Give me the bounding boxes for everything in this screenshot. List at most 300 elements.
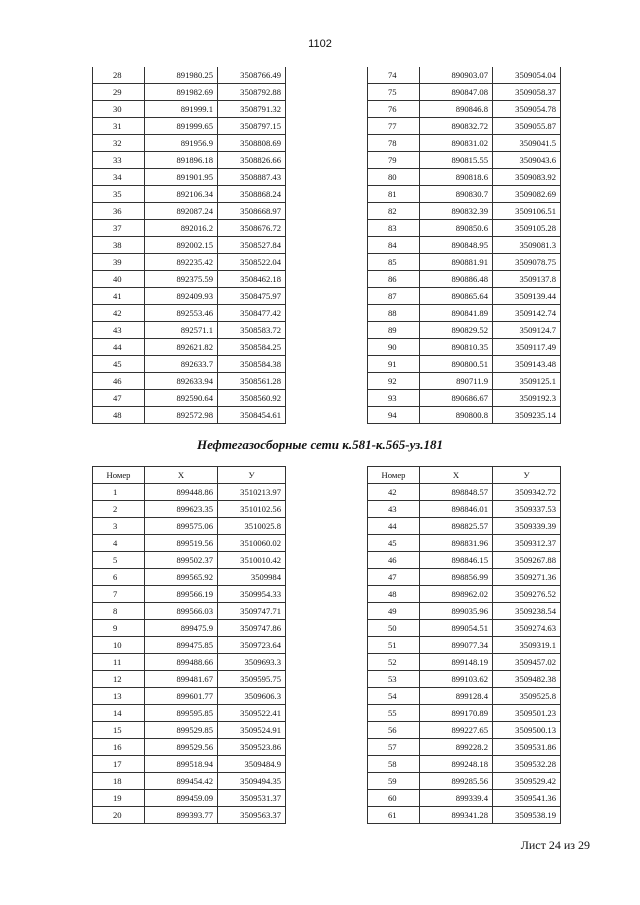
point-number: 19 — [93, 790, 145, 807]
point-number: 74 — [368, 67, 420, 84]
table-row — [368, 739, 561, 756]
y-coordinate: 3509484.9 — [218, 756, 286, 773]
y-coordinate: 3509522.41 — [218, 705, 286, 722]
y-coordinate: 3509337.53 — [493, 501, 561, 518]
y-coordinate: 3509192.3 — [493, 390, 561, 407]
point-number: 60 — [368, 790, 420, 807]
table-row — [368, 186, 561, 203]
x-coordinate: 899565.92 — [145, 569, 218, 586]
table-row — [368, 569, 561, 586]
x-coordinate: 890846.8 — [420, 101, 493, 118]
point-number: 94 — [368, 407, 420, 424]
y-coordinate: 3509117.49 — [493, 339, 561, 356]
x-coordinate: 899575.06 — [145, 518, 218, 535]
y-coordinate: 3509319.1 — [493, 637, 561, 654]
table-row — [93, 671, 286, 688]
table-row — [93, 552, 286, 569]
point-number: 75 — [368, 84, 420, 101]
header-number: Номер — [93, 467, 145, 484]
point-number: 84 — [368, 237, 420, 254]
y-coordinate: 3509083.92 — [493, 169, 561, 186]
point-number: 37 — [93, 220, 145, 237]
y-coordinate: 3509538.19 — [493, 807, 561, 824]
coordinates-table-1-right — [367, 67, 561, 424]
y-coordinate: 3509532.28 — [493, 756, 561, 773]
x-coordinate: 890850.6 — [420, 220, 493, 237]
y-coordinate: 3509747.71 — [218, 603, 286, 620]
table-row — [368, 603, 561, 620]
x-coordinate: 899077.34 — [420, 637, 493, 654]
y-coordinate: 3509529.42 — [493, 773, 561, 790]
y-coordinate: 3508527.84 — [218, 237, 286, 254]
y-coordinate: 3509541.36 — [493, 790, 561, 807]
y-coordinate: 3509081.3 — [493, 237, 561, 254]
point-number: 54 — [368, 688, 420, 705]
x-coordinate: 899475.9 — [145, 620, 218, 637]
table-row — [93, 322, 286, 339]
y-coordinate: 3510102.56 — [218, 501, 286, 518]
y-coordinate: 3508522.04 — [218, 254, 286, 271]
table-row — [368, 705, 561, 722]
y-coordinate: 3509143.48 — [493, 356, 561, 373]
y-coordinate: 3509058.37 — [493, 84, 561, 101]
coordinates-table-2-left — [92, 466, 286, 824]
coordinates-table-2-right — [367, 466, 561, 824]
x-coordinate: 898825.57 — [420, 518, 493, 535]
table-row — [368, 322, 561, 339]
x-coordinate: 890711.9 — [420, 373, 493, 390]
table-row — [93, 790, 286, 807]
x-coordinate: 899518.94 — [145, 756, 218, 773]
table-row — [368, 135, 561, 152]
y-coordinate: 3508668.97 — [218, 203, 286, 220]
table-row — [368, 220, 561, 237]
x-coordinate: 899128.4 — [420, 688, 493, 705]
x-coordinate: 899502.37 — [145, 552, 218, 569]
x-coordinate: 890847.08 — [420, 84, 493, 101]
y-coordinate: 3509235.14 — [493, 407, 561, 424]
table-row — [368, 67, 561, 84]
coordinates-table-1-left — [92, 67, 286, 424]
table-row — [93, 807, 286, 824]
point-number: 56 — [368, 722, 420, 739]
x-coordinate: 899475.85 — [145, 637, 218, 654]
table-row — [93, 186, 286, 203]
table-row — [368, 773, 561, 790]
point-number: 43 — [368, 501, 420, 518]
y-coordinate: 3509142.74 — [493, 305, 561, 322]
y-coordinate: 3508766.49 — [218, 67, 286, 84]
y-coordinate: 3509055.87 — [493, 118, 561, 135]
y-coordinate: 3509054.78 — [493, 101, 561, 118]
x-coordinate: 899519.56 — [145, 535, 218, 552]
x-coordinate: 891901.95 — [145, 169, 218, 186]
y-coordinate: 3509523.86 — [218, 739, 286, 756]
point-number: 44 — [368, 518, 420, 535]
y-coordinate: 3509312.37 — [493, 535, 561, 552]
y-coordinate: 3509041.5 — [493, 135, 561, 152]
table-row — [93, 654, 286, 671]
x-coordinate: 890886.48 — [420, 271, 493, 288]
y-coordinate: 3509139.44 — [493, 288, 561, 305]
y-coordinate: 3508676.72 — [218, 220, 286, 237]
x-coordinate: 890881.91 — [420, 254, 493, 271]
table-row — [93, 237, 286, 254]
x-coordinate: 899341.28 — [420, 807, 493, 824]
table-row — [368, 203, 561, 220]
x-coordinate: 890865.64 — [420, 288, 493, 305]
table-row — [368, 373, 561, 390]
table-row — [93, 169, 286, 186]
point-number: 49 — [368, 603, 420, 620]
table-header-row — [93, 467, 286, 484]
point-number: 47 — [368, 569, 420, 586]
x-coordinate: 898831.96 — [420, 535, 493, 552]
table-row — [93, 620, 286, 637]
point-number: 83 — [368, 220, 420, 237]
point-number: 91 — [368, 356, 420, 373]
point-number: 90 — [368, 339, 420, 356]
table-row — [93, 254, 286, 271]
y-coordinate: 3508584.38 — [218, 356, 286, 373]
table-row — [368, 654, 561, 671]
x-coordinate: 890829.52 — [420, 322, 493, 339]
table-row — [93, 773, 286, 790]
point-number: 14 — [93, 705, 145, 722]
y-coordinate: 3508887.43 — [218, 169, 286, 186]
table-row — [368, 169, 561, 186]
point-number: 41 — [93, 288, 145, 305]
point-number: 32 — [93, 135, 145, 152]
table-row — [93, 407, 286, 424]
point-number: 48 — [93, 407, 145, 424]
x-coordinate: 899566.19 — [145, 586, 218, 603]
sheet-number: Лист 24 из 29 — [520, 838, 590, 852]
x-coordinate: 892375.59 — [145, 271, 218, 288]
x-coordinate: 892235.42 — [145, 254, 218, 271]
table-row — [93, 152, 286, 169]
y-coordinate: 3508462.18 — [218, 271, 286, 288]
x-coordinate: 891956.9 — [145, 135, 218, 152]
table-row — [93, 569, 286, 586]
point-number: 77 — [368, 118, 420, 135]
y-coordinate: 3510060.02 — [218, 535, 286, 552]
x-coordinate: 899285.56 — [420, 773, 493, 790]
table-row — [368, 118, 561, 135]
table-row — [93, 637, 286, 654]
x-coordinate: 891982.69 — [145, 84, 218, 101]
point-number: 44 — [93, 339, 145, 356]
y-coordinate: 3509531.86 — [493, 739, 561, 756]
x-coordinate: 899529.56 — [145, 739, 218, 756]
x-coordinate: 899054.51 — [420, 620, 493, 637]
x-coordinate: 890818.6 — [420, 169, 493, 186]
y-coordinate: 3509082.69 — [493, 186, 561, 203]
y-coordinate: 3509124.7 — [493, 322, 561, 339]
y-coordinate: 3508868.24 — [218, 186, 286, 203]
y-coordinate: 3509125.1 — [493, 373, 561, 390]
x-coordinate: 890800.8 — [420, 407, 493, 424]
point-number: 12 — [93, 671, 145, 688]
point-number: 40 — [93, 271, 145, 288]
y-coordinate: 3509563.37 — [218, 807, 286, 824]
x-coordinate: 890832.39 — [420, 203, 493, 220]
table-row — [93, 305, 286, 322]
point-number: 88 — [368, 305, 420, 322]
point-number: 59 — [368, 773, 420, 790]
table-row — [368, 288, 561, 305]
table-row — [368, 305, 561, 322]
point-number: 8 — [93, 603, 145, 620]
y-coordinate: 3509494.35 — [218, 773, 286, 790]
y-coordinate: 3509606.3 — [218, 688, 286, 705]
table-row — [368, 390, 561, 407]
point-number: 85 — [368, 254, 420, 271]
x-coordinate: 899227.65 — [420, 722, 493, 739]
x-coordinate: 890848.95 — [420, 237, 493, 254]
point-number: 43 — [93, 322, 145, 339]
point-number: 81 — [368, 186, 420, 203]
table-row — [93, 67, 286, 84]
table-row — [368, 484, 561, 501]
table-row — [368, 237, 561, 254]
x-coordinate: 892087.24 — [145, 203, 218, 220]
x-coordinate: 892553.46 — [145, 305, 218, 322]
table-row — [93, 722, 286, 739]
point-number: 5 — [93, 552, 145, 569]
table-row — [368, 722, 561, 739]
section-title: Нефтегазосборные сети к.581-к.565-уз.181 — [197, 437, 443, 452]
point-number: 4 — [93, 535, 145, 552]
x-coordinate: 898856.99 — [420, 569, 493, 586]
y-coordinate: 3509457.02 — [493, 654, 561, 671]
point-number: 2 — [93, 501, 145, 518]
table-row — [93, 603, 286, 620]
header-x: X — [145, 467, 218, 484]
x-coordinate: 892409.93 — [145, 288, 218, 305]
x-coordinate: 892106.34 — [145, 186, 218, 203]
table-header-row — [368, 467, 561, 484]
x-coordinate: 899393.77 — [145, 807, 218, 824]
y-coordinate: 3509276.52 — [493, 586, 561, 603]
table-row — [93, 390, 286, 407]
x-coordinate: 892571.1 — [145, 322, 218, 339]
point-number: 52 — [368, 654, 420, 671]
y-coordinate: 3508797.15 — [218, 118, 286, 135]
point-number: 61 — [368, 807, 420, 824]
x-coordinate: 899448.86 — [145, 484, 218, 501]
x-coordinate: 890800.51 — [420, 356, 493, 373]
x-coordinate: 892621.82 — [145, 339, 218, 356]
header-number: Номер — [368, 467, 420, 484]
point-number: 11 — [93, 654, 145, 671]
table-row — [93, 118, 286, 135]
page-number: 1102 — [308, 38, 332, 50]
point-number: 31 — [93, 118, 145, 135]
table-row — [93, 203, 286, 220]
point-number: 79 — [368, 152, 420, 169]
y-coordinate: 3508791.32 — [218, 101, 286, 118]
table-row — [368, 254, 561, 271]
table-row — [93, 501, 286, 518]
y-coordinate: 3508808.69 — [218, 135, 286, 152]
table-row — [368, 637, 561, 654]
point-number: 18 — [93, 773, 145, 790]
x-coordinate: 892002.15 — [145, 237, 218, 254]
x-coordinate: 892572.98 — [145, 407, 218, 424]
y-coordinate: 3509238.54 — [493, 603, 561, 620]
table-row — [368, 84, 561, 101]
x-coordinate: 899566.03 — [145, 603, 218, 620]
table-row — [368, 501, 561, 518]
x-coordinate: 898846.15 — [420, 552, 493, 569]
x-coordinate: 899248.18 — [420, 756, 493, 773]
y-coordinate: 3508584.25 — [218, 339, 286, 356]
y-coordinate: 3509054.04 — [493, 67, 561, 84]
point-number: 45 — [368, 535, 420, 552]
table-row — [368, 620, 561, 637]
point-number: 76 — [368, 101, 420, 118]
table-row — [368, 339, 561, 356]
y-coordinate: 3510010.42 — [218, 552, 286, 569]
point-number: 89 — [368, 322, 420, 339]
table-row — [368, 271, 561, 288]
table-row — [93, 705, 286, 722]
table-row — [368, 535, 561, 552]
point-number: 55 — [368, 705, 420, 722]
x-coordinate: 898962.02 — [420, 586, 493, 603]
point-number: 1 — [93, 484, 145, 501]
table-row — [368, 101, 561, 118]
y-coordinate: 3508561.28 — [218, 373, 286, 390]
x-coordinate: 899595.85 — [145, 705, 218, 722]
x-coordinate: 899228.2 — [420, 739, 493, 756]
table-row — [93, 484, 286, 501]
y-coordinate: 3509482.38 — [493, 671, 561, 688]
x-coordinate: 890686.67 — [420, 390, 493, 407]
y-coordinate: 3509595.75 — [218, 671, 286, 688]
table-row — [368, 671, 561, 688]
table-row — [93, 373, 286, 390]
table-row — [93, 288, 286, 305]
point-number: 29 — [93, 84, 145, 101]
point-number: 20 — [93, 807, 145, 824]
table-row — [368, 552, 561, 569]
point-number: 38 — [93, 237, 145, 254]
x-coordinate: 890841.89 — [420, 305, 493, 322]
table-row — [368, 356, 561, 373]
x-coordinate: 891896.18 — [145, 152, 218, 169]
y-coordinate: 3509531.37 — [218, 790, 286, 807]
table-row — [93, 271, 286, 288]
x-coordinate: 890815.55 — [420, 152, 493, 169]
y-coordinate: 3508826.66 — [218, 152, 286, 169]
table-row — [93, 586, 286, 603]
x-coordinate: 899529.85 — [145, 722, 218, 739]
point-number: 33 — [93, 152, 145, 169]
x-coordinate: 899103.62 — [420, 671, 493, 688]
point-number: 42 — [93, 305, 145, 322]
x-coordinate: 899339.4 — [420, 790, 493, 807]
x-coordinate: 890903.07 — [420, 67, 493, 84]
table-row — [93, 535, 286, 552]
point-number: 46 — [368, 552, 420, 569]
y-coordinate: 3509267.88 — [493, 552, 561, 569]
y-coordinate: 3509078.75 — [493, 254, 561, 271]
y-coordinate: 3509954.33 — [218, 586, 286, 603]
point-number: 42 — [368, 484, 420, 501]
point-number: 10 — [93, 637, 145, 654]
point-number: 39 — [93, 254, 145, 271]
point-number: 51 — [368, 637, 420, 654]
table-row — [93, 84, 286, 101]
y-coordinate: 3509271.36 — [493, 569, 561, 586]
table-row — [93, 220, 286, 237]
table-row — [368, 790, 561, 807]
y-coordinate: 3508477.42 — [218, 305, 286, 322]
point-number: 78 — [368, 135, 420, 152]
point-number: 80 — [368, 169, 420, 186]
point-number: 6 — [93, 569, 145, 586]
y-coordinate: 3510025.8 — [218, 518, 286, 535]
point-number: 82 — [368, 203, 420, 220]
point-number: 86 — [368, 271, 420, 288]
table-row — [93, 356, 286, 373]
table-row — [368, 518, 561, 535]
point-number: 92 — [368, 373, 420, 390]
x-coordinate: 890832.72 — [420, 118, 493, 135]
x-coordinate: 892633.94 — [145, 373, 218, 390]
y-coordinate: 3509342.72 — [493, 484, 561, 501]
point-number: 28 — [93, 67, 145, 84]
table-row — [93, 739, 286, 756]
x-coordinate: 890810.35 — [420, 339, 493, 356]
y-coordinate: 3509500.13 — [493, 722, 561, 739]
x-coordinate: 890831.02 — [420, 135, 493, 152]
y-coordinate: 3509274.63 — [493, 620, 561, 637]
table-row — [368, 407, 561, 424]
x-coordinate: 892590.64 — [145, 390, 218, 407]
x-coordinate: 892016.2 — [145, 220, 218, 237]
point-number: 17 — [93, 756, 145, 773]
y-coordinate: 3508560.92 — [218, 390, 286, 407]
point-number: 53 — [368, 671, 420, 688]
y-coordinate: 3509747.86 — [218, 620, 286, 637]
x-coordinate: 891999.1 — [145, 101, 218, 118]
table-row — [93, 339, 286, 356]
table-row — [368, 756, 561, 773]
x-coordinate: 899459.09 — [145, 790, 218, 807]
x-coordinate: 898848.57 — [420, 484, 493, 501]
point-number: 58 — [368, 756, 420, 773]
header-y: У — [218, 467, 286, 484]
y-coordinate: 3509693.3 — [218, 654, 286, 671]
x-coordinate: 899623.35 — [145, 501, 218, 518]
x-coordinate: 899454.42 — [145, 773, 218, 790]
point-number: 50 — [368, 620, 420, 637]
point-number: 48 — [368, 586, 420, 603]
y-coordinate: 3509525.8 — [493, 688, 561, 705]
point-number: 45 — [93, 356, 145, 373]
y-coordinate: 3510213.97 — [218, 484, 286, 501]
x-coordinate: 899170.89 — [420, 705, 493, 722]
y-coordinate: 3509339.39 — [493, 518, 561, 535]
table-row — [93, 756, 286, 773]
y-coordinate: 3508454.61 — [218, 407, 286, 424]
x-coordinate: 899481.67 — [145, 671, 218, 688]
y-coordinate: 3509105.28 — [493, 220, 561, 237]
header-y: У — [493, 467, 561, 484]
